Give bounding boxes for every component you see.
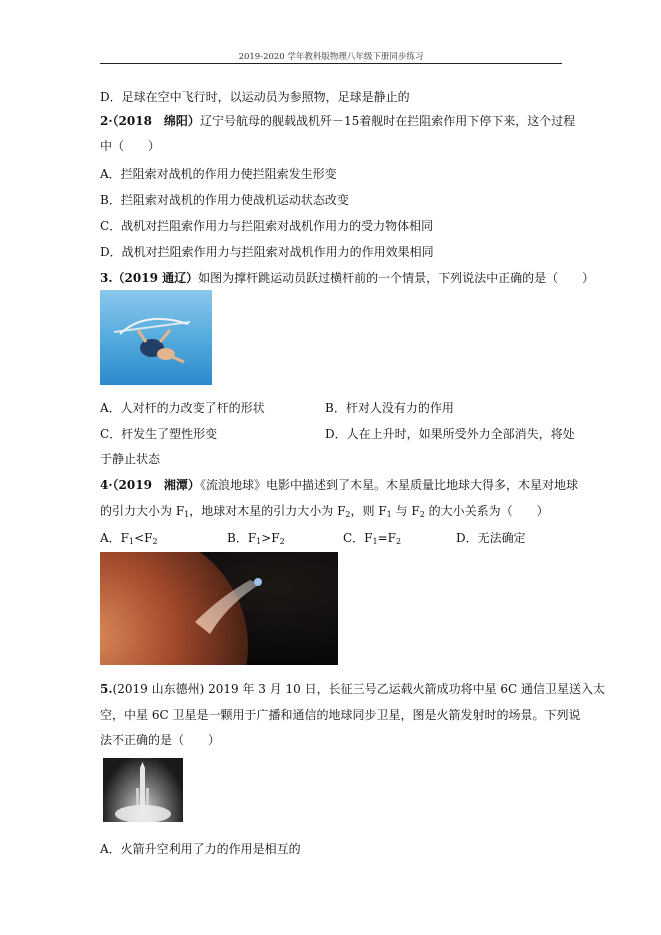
option-relation: =F xyxy=(377,531,396,545)
q3-stem: 如图为撑杆跳运动员跃过横杆前的一个情景，下列说法中正确的是（ ） xyxy=(198,271,595,285)
q3-stem-line xyxy=(100,269,594,286)
subscript: 2 xyxy=(396,537,402,546)
option-relation: <F xyxy=(134,531,153,545)
q5-stem-line3: 法不正确的是（ ） xyxy=(100,733,221,747)
q4-option-d: D．无法确定 xyxy=(456,531,526,545)
subscript: 2 xyxy=(345,510,351,519)
q2-option-b: B．拦阻索对战机的作用力使战机运动状态改变 xyxy=(100,193,349,207)
option-label: C．F xyxy=(343,531,373,545)
q1-option-d: D．足球在空中飞行时，以运动员为参照物，足球是静止的 xyxy=(100,90,410,104)
q4-number: 4 xyxy=(100,478,109,492)
option-label: B．F xyxy=(227,531,257,545)
q4-stem-line2 xyxy=(100,502,549,519)
subscript: 1 xyxy=(372,537,378,546)
jupiter-illustration xyxy=(100,552,338,665)
q2-option-a: A．拦阻索对战机的作用力使拦阻索发生形变 xyxy=(100,167,337,181)
subscript: 1 xyxy=(184,510,190,519)
q4-option-c xyxy=(343,529,401,546)
q4-stem: 《流浪地球》电影中描述到了木星。木星质量比地球大得多，木星对地球 xyxy=(199,478,578,492)
jupiter-photo xyxy=(100,552,338,665)
q2-stem-line1 xyxy=(100,112,575,129)
q4-text: 与 F xyxy=(391,504,420,518)
q4-option-a xyxy=(100,529,158,546)
rocket-illustration xyxy=(103,758,183,822)
q4-text: 的引力大小为 F xyxy=(100,504,185,518)
subscript: 2 xyxy=(279,537,285,546)
q2-stem: 辽宁号航母的舰载战机歼－15着舰时在拦阻索作用下停下来，这个过程 xyxy=(199,114,576,128)
q3-option-d-line2: 于静止状态 xyxy=(100,452,161,466)
q2-stem-line2: 中（ ） xyxy=(100,139,161,153)
q5-stem-line1 xyxy=(100,680,605,697)
q4-stem-line1 xyxy=(100,476,578,493)
rocket-launch-photo xyxy=(103,758,183,822)
q3-option-b: B．杆对人没有力的作用 xyxy=(325,401,454,415)
q2-number: 2 xyxy=(100,114,109,128)
q2-option-c: C．战机对拦阻索作用力与拦阻索对战机作用力的受力物体相同 xyxy=(100,219,434,233)
q4-text: ，则 F xyxy=(350,504,387,518)
subscript: 1 xyxy=(256,537,262,546)
q2-source: ·（2018 绵阳） xyxy=(108,114,200,128)
header-divider xyxy=(100,63,562,64)
q4-source: ·（2019 湘潭） xyxy=(108,478,200,492)
option-label: A．F xyxy=(100,531,129,545)
q4-option-b xyxy=(227,529,285,546)
q2-option-d: D．战机对拦阻索作用力与拦阻索对战机作用力的作用效果相同 xyxy=(100,245,434,259)
page-header: 2019-2020 学年教科版物理八年级下册同步练习 xyxy=(238,52,424,62)
subscript: 2 xyxy=(152,537,158,546)
q3-option-c: C．杆发生了塑性形变 xyxy=(100,427,218,441)
q5-source: (2019 山东德州) xyxy=(112,682,205,696)
q5-stem: 2019 年 3 月 10 日，长征三号乙运载火箭成功将中星 6C 通信卫星送入太 xyxy=(204,682,606,696)
q3-source: （2019 通辽） xyxy=(112,271,199,285)
q5-number: 5. xyxy=(100,682,113,696)
subscript: 2 xyxy=(419,510,425,519)
q3-option-a: A．人对杆的力改变了杆的形状 xyxy=(100,401,265,415)
q5-stem-line2: 空，中星 6C 卫星是一颗用于广播和通信的地球同步卫星，图是火箭发射时的场景。下列说 xyxy=(100,708,581,722)
q5-option-a: A．火箭升空利用了力的作用是相互的 xyxy=(100,842,301,856)
q4-text: ，地球对木星的引力大小为 F xyxy=(189,504,346,518)
q3-number: 3. xyxy=(100,271,113,285)
option-relation: >F xyxy=(261,531,280,545)
subscript: 1 xyxy=(129,537,135,546)
q4-text: 的大小关系为（ ） xyxy=(424,504,549,518)
q3-option-d-line1: D．人在上升时，如果所受外力全部消失，将处 xyxy=(325,427,575,441)
pole-vault-photo xyxy=(100,290,212,385)
pole-vault-illustration xyxy=(100,290,212,385)
subscript: 1 xyxy=(386,510,392,519)
